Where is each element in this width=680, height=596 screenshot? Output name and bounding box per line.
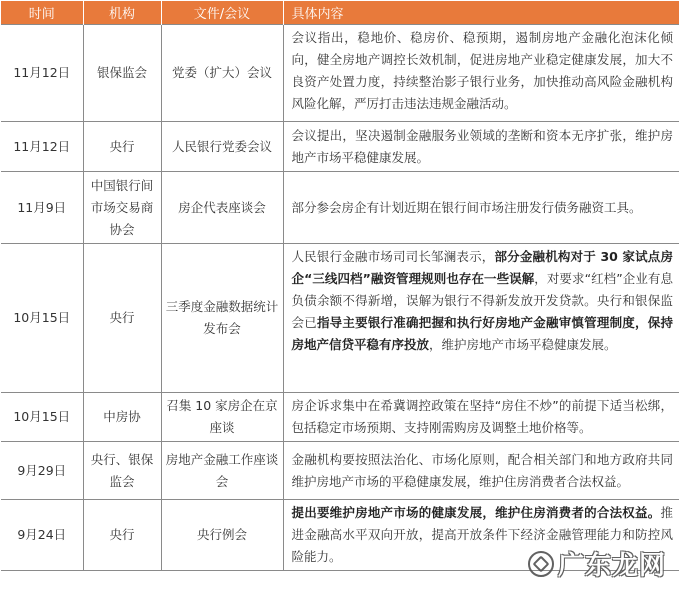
cell-org: 央行 [83,122,161,172]
header-time: 时间 [1,1,83,25]
cell-org: 央行、银保监会 [83,442,161,500]
content-bold-segment: 部分金融机构对于 30 家试点房企“三线四档”融资管理规则也存在一些误解 [291,249,673,286]
cell-org: 央行 [83,244,161,393]
cell-content [283,25,679,122]
cell-date: 11月9日 [1,172,83,244]
header-content: 具体内容 [283,1,679,25]
cell-content [283,442,679,500]
watermark-text: 广东龙网 [557,551,666,581]
cell-date: 10月15日 [1,393,83,442]
table-row [1,172,679,244]
cell-meeting: 召集 10 家房企在京座谈 [161,393,283,442]
cell-org: 中房协 [83,393,161,442]
cell-content [283,393,679,442]
cell-org: 中国银行间市场交易商协会 [83,172,161,244]
cell-meeting: 房企代表座谈会 [161,172,283,244]
cell-content [283,122,679,172]
header-meeting: 文件/会议 [161,1,283,25]
content-segment: 推进金融高水平双向开放，提高开放条件下经济金融管理能力和防控风险能力。 [291,505,673,564]
content-segment: 会议提出，坚决遏制金融服务业领域的垄断和资本无序扩张，维护房地产市场平稳健康发展。 [291,127,673,165]
cell-date: 11月12日 [1,25,83,122]
content-segment: 房企诉求集中在希冀调控政策在坚持“房住不炒”的前提下适当松绑，包括稳定市场预期、支持刚需购房及调整土地价格等。 [291,398,673,435]
watermark [528,545,666,582]
cell-content [283,172,679,244]
content-segment: ，维护房地产市场平稳健康发展。 [429,337,617,352]
cell-meeting: 人民银行党委会议 [161,122,283,172]
table-row [1,244,679,393]
watermark-logo-icon [528,551,554,577]
cell-date: 11月12日 [1,122,83,172]
content-segment: 人民银行金融市场司司长邹澜表示， [291,249,495,264]
table-row [1,393,679,442]
content-segment: 会议指出，稳地价、稳房价、稳预期，遏制房地产金融化泡沫化倾向，健全房地产调控长效机制，促进房地产业稳定健康发展，加大不良资产处置力度，持续整治影子银行业务，加快推动高风险金融机构风险化解，严厉打击违法违规金融活动。 [291,30,673,111]
table-header-row [1,1,679,25]
cell-org: 央行 [83,500,161,571]
content-bold-segment: 指导主要银行准确把握和执行好房地产金融审慎管理制度，保持房地产信贷平稳有序投放 [291,315,673,352]
cell-content [283,244,679,393]
content-segment: 部分参会房企有计划近期在银行间市场注册发行债务融资工具。 [291,199,642,215]
cell-meeting: 房地产金融工作座谈会 [161,442,283,500]
policy-table [1,1,679,571]
cell-org: 银保监会 [83,25,161,122]
cell-date: 10月15日 [1,244,83,393]
header-org: 机构 [83,1,161,25]
cell-date: 9月24日 [1,500,83,571]
cell-meeting: 央行例会 [161,500,283,571]
content-segment: 金融机构要按照法治化、市场化原则，配合相关部门和地方政府共同维护房地产市场的平稳健康发展，维护住房消费者合法权益。 [291,451,673,489]
cell-date: 9月29日 [1,442,83,500]
content-bold-segment: 提出要维护房地产市场的健康发展，维护住房消费者的合法权益。 [291,505,661,520]
content-segment: ，对要求“红档”企业有息负债余额不得新增，误解为银行不得新发放开发贷款。央行和银保监会已 [291,271,673,330]
table-row [1,122,679,172]
cell-meeting: 三季度金融数据统计发布会 [161,244,283,393]
cell-meeting: 党委（扩大）会议 [161,25,283,122]
table-row [1,25,679,122]
table-row [1,442,679,500]
